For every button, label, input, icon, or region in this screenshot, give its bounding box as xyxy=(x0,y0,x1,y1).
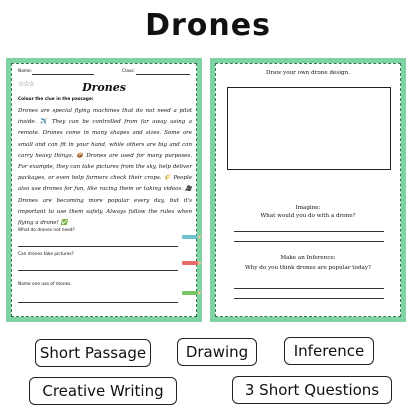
answer-line-2 xyxy=(18,270,178,271)
inference-question: Why do you think drones are popular today? xyxy=(244,265,371,271)
drawing-worksheet xyxy=(210,58,406,322)
tag-creative-writing: Creative Writing xyxy=(29,377,177,405)
question-1: What do drones not need? xyxy=(18,228,75,233)
worksheet-title: Drones xyxy=(82,81,126,94)
drawing-box xyxy=(227,87,391,170)
passage-worksheet xyxy=(6,58,202,322)
page-title: Drones xyxy=(145,8,271,43)
inference-answer-line-1 xyxy=(234,288,384,289)
tag-inference: Inference xyxy=(284,337,374,365)
question-2: Can drones take pictures? xyxy=(18,252,74,257)
name-line xyxy=(32,74,94,75)
pencil-icon xyxy=(182,235,198,239)
imagine-answer-line-1 xyxy=(234,231,384,232)
tag-short-passage: Short Passage xyxy=(35,339,151,367)
name-label: Name: xyxy=(18,69,33,74)
answer-line-3 xyxy=(18,302,178,303)
imagine-heading: Imagine: xyxy=(295,205,321,211)
instruction-text: Colour the clue in the passage: xyxy=(18,97,94,102)
reading-passage: Drones are special flying machines that do not need a pilot inside. ✈️ They can be controlled from far away using a remote. Drones come in many shapes and sizes. Some are small and can fit in your hand, while others are big and can carry heavy things. 📦 Drones are used for many purposes. For example, they can take pictures from the sky, help deliver packages, or even help farmers check their crops. 🌾 People also use drones for fun, like racing them or taking videos. 🎥 Drones are becoming more popular every day, but it's important to use them safely. Always follow the rules when flying a drone! ✅ xyxy=(18,108,192,227)
class-label: Class: xyxy=(122,69,135,74)
pencil-icon xyxy=(182,261,198,265)
inference-answer-line-2 xyxy=(234,298,384,299)
tag-drawing: Drawing xyxy=(177,338,257,366)
inference-heading: Make an Inference: xyxy=(280,255,336,261)
question-3: Name one use of drones. xyxy=(18,282,72,287)
draw-instruction: Draw your own drone design. xyxy=(265,70,350,76)
pencil-icon xyxy=(182,291,198,295)
answer-line-1 xyxy=(18,246,178,247)
class-line xyxy=(136,74,190,75)
imagine-question: What would you do with a drone? xyxy=(260,213,356,219)
passage-worksheet-inner xyxy=(11,63,197,317)
imagine-answer-line-2 xyxy=(234,241,384,242)
rating-stars: ☆☆☆ xyxy=(18,80,34,88)
tag-three-short-questions: 3 Short Questions xyxy=(232,376,392,404)
drawing-worksheet-inner xyxy=(215,63,401,317)
